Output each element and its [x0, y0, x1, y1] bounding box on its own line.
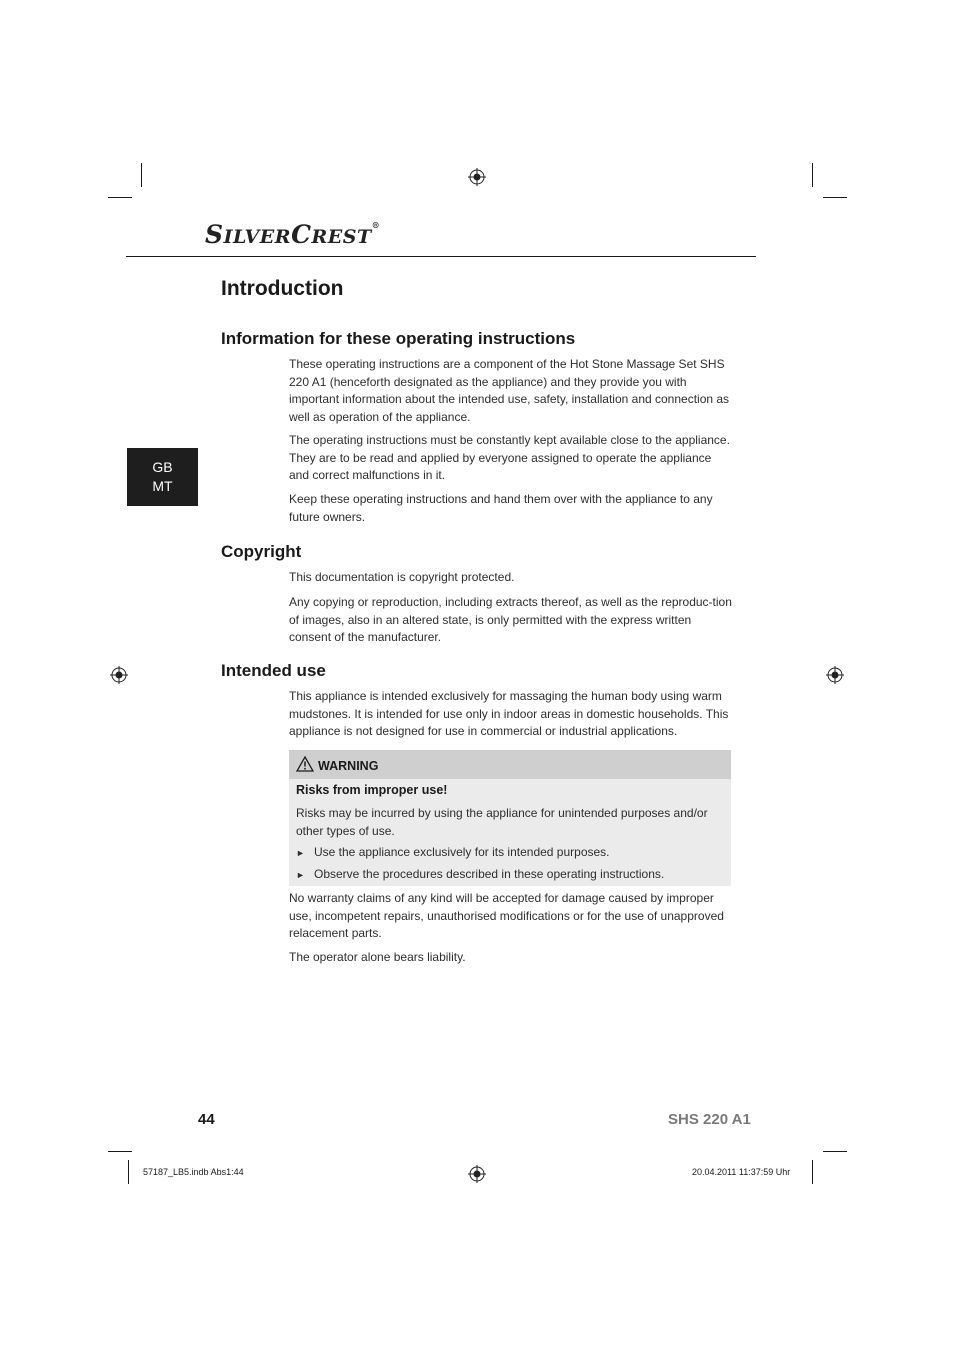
page-number: 44 — [198, 1111, 215, 1128]
warning-triangle-icon — [296, 756, 314, 772]
section-heading-intended-use: Intended use — [221, 661, 326, 680]
bullet-arrow-icon: ► — [296, 848, 305, 858]
paragraph: Any copying or reproduction, including extracts thereof, as well as the reproduc-tion of images, also in an altered state, is only permitted with the express written consent of the manufacturer. — [289, 595, 732, 644]
warning-text: Risks may be incurred by using the appliance for unintended purposes and/or other types of use. — [296, 806, 708, 838]
crop-mark — [812, 163, 813, 187]
model-number: SHS 220 A1 — [668, 1111, 751, 1128]
language-tab — [127, 448, 198, 506]
print-slug-date: 20.04.2011 11:37:59 Uhr — [692, 1167, 791, 1177]
crop-mark — [141, 163, 142, 187]
warning-bullet: Observe the procedures described in these operating instructions. — [314, 867, 665, 881]
paragraph: Keep these operating instructions and hand them over with the appliance to any future owners. — [289, 492, 713, 524]
warning-label: WARNING — [318, 759, 379, 773]
print-slug-file: 57187_LB5.indb Abs1:44 — [143, 1167, 244, 1177]
paragraph: These operating instructions are a component of the Hot Stone Massage Set SHS 220 A1 (henceforth designated as the appliance) and they provide you with important information about the intended use, safety, installation and connection as well as operation of the appliance. — [289, 357, 730, 424]
language-code: GB — [152, 459, 173, 475]
paragraph: This documentation is copyright protected. — [289, 570, 515, 584]
bullet-arrow-icon: ► — [296, 870, 305, 880]
silvercrest-logo: SILVERCREST® — [205, 220, 381, 249]
paragraph: This appliance is intended exclusively for massaging the human body using warm mudstones. It is intended for use only in indoor areas in domestic households. This appliance is not designed for use in commercial or industrial applications. — [289, 689, 729, 738]
crop-mark — [108, 197, 132, 198]
registration-mark-icon — [468, 1165, 486, 1183]
crop-mark — [128, 1160, 129, 1184]
warning-subtitle: Risks from improper use! — [296, 783, 448, 797]
header-rule — [126, 256, 756, 257]
section-heading-information: Information for these operating instructions — [221, 329, 576, 348]
crop-mark — [823, 197, 847, 198]
paragraph: No warranty claims of any kind will be accepted for damage caused by improper use, incompetent repairs, unauthorised modifications or for the use of unapproved relacement parts. — [289, 891, 724, 940]
registration-mark-icon — [826, 666, 844, 684]
page-title: Introduction — [221, 277, 344, 300]
paragraph: The operating instructions must be constantly kept available close to the appliance. They are to be read and applied by everyone assigned to operate the appliance and correct malfunctions in it. — [289, 433, 730, 482]
crop-mark — [108, 1151, 132, 1152]
paragraph: The operator alone bears liability. — [289, 950, 466, 964]
crop-mark — [823, 1151, 847, 1152]
warning-bullet: Use the appliance exclusively for its intended purposes. — [314, 845, 610, 859]
language-code: MT — [152, 478, 173, 494]
section-heading-copyright: Copyright — [221, 542, 302, 561]
registration-mark-icon — [110, 666, 128, 684]
crop-mark — [812, 1160, 813, 1184]
registration-mark-icon — [468, 168, 486, 186]
